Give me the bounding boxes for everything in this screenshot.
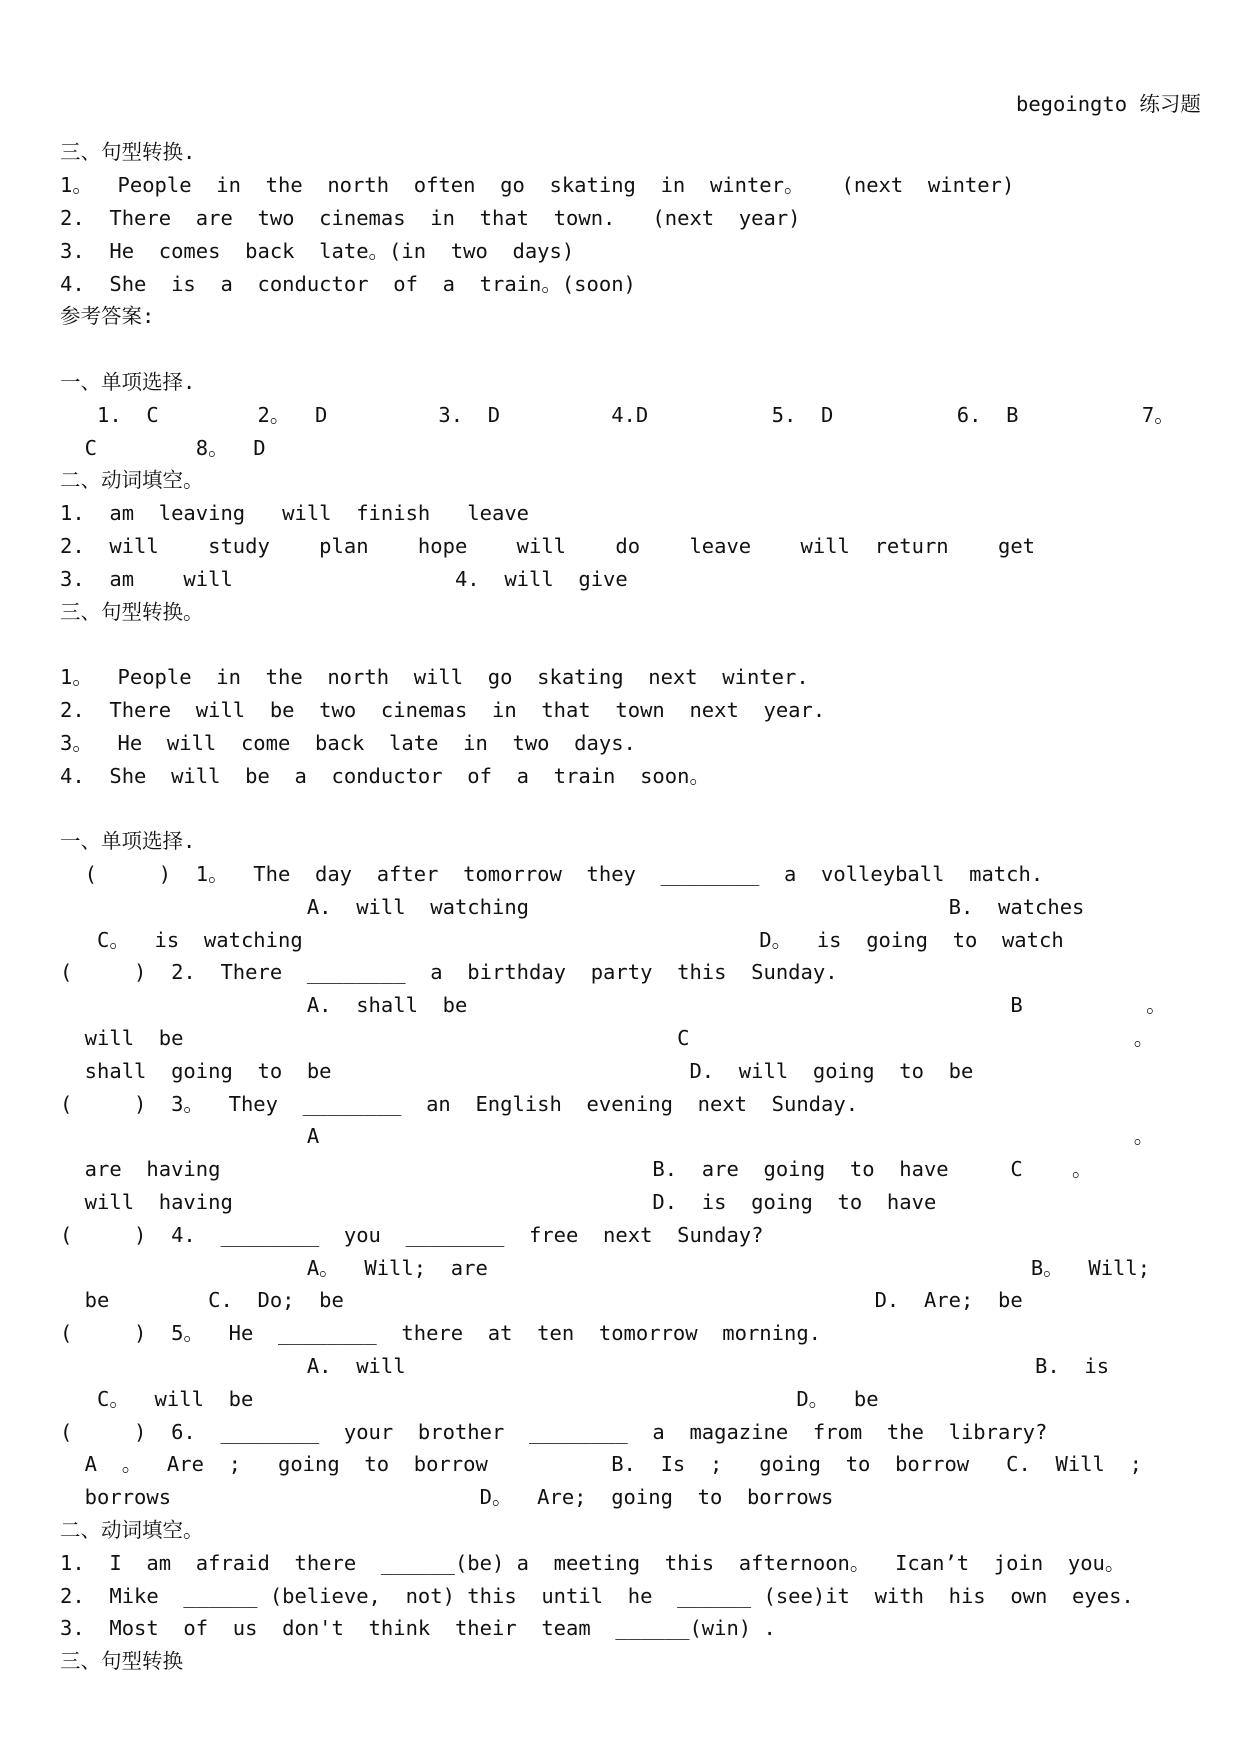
question-line: ( ) 3。 They ________ an English evening next Sunday. — [60, 1092, 859, 1116]
answer-line: C 8。 D — [60, 436, 266, 460]
exercise-line: 4. She is a conductor of a train。(soon) — [60, 272, 636, 296]
exercise-line: 2. Mike ______ (believe, not) this until he ______ (see)it with his own eyes. — [60, 1584, 1134, 1608]
option-line: be C. Do; be D. Are; be — [60, 1288, 1023, 1312]
section-heading: 三、句型转换. — [60, 140, 196, 164]
exercise-line: 3. Most of us don't think their team ______(win) . — [60, 1616, 776, 1640]
section-heading: 一、单项选择. — [60, 829, 196, 853]
option-line: will having D. is going to have — [60, 1190, 937, 1214]
section-heading: 三、句型转换。 — [60, 600, 204, 624]
option-line: C。 will be D。 be — [60, 1387, 879, 1411]
option-line: A. shall be B 。 — [60, 993, 1167, 1017]
section-heading: 一、单项选择. — [60, 370, 196, 394]
section-heading: 二、动词填空。 — [60, 468, 204, 492]
option-line: A. will watching B. watches — [60, 895, 1085, 919]
question-line: ( ) 5。 He ________ there at ten tomorrow morning. — [60, 1321, 822, 1345]
answer-line: 2. There will be two cinemas in that town next year. — [60, 698, 826, 722]
exercise-line: 3. He comes back late。(in two days) — [60, 239, 575, 263]
exercise-line: 2. There are two cinemas in that town. (next year) — [60, 206, 801, 230]
answer-line: 3. am will 4. will give — [60, 567, 628, 591]
option-line: shall going to be D. will going to be — [60, 1059, 974, 1083]
section-heading: 二、动词填空。 — [60, 1518, 204, 1542]
question-line: ( ) 6. ________ your brother ________ a magazine from the library? — [60, 1420, 1048, 1444]
answer-line: 1. C 2。 D 3. D 4.D 5. D 6. B 7。 — [60, 403, 1175, 427]
option-line: will be C 。 — [60, 1026, 1155, 1050]
exercise-line: 1。 People in the north often go skating in winter。 (next winter) — [60, 173, 1015, 197]
answer-line: 4. She will be a conductor of a train soon。 — [60, 764, 710, 788]
answers-heading: 参考答案: — [60, 304, 155, 328]
answer-line: 1。 People in the north will go skating next winter. — [60, 665, 809, 689]
exercise-line: 1. I am afraid there ______(be) a meeting this afternoon。 Ican’t join you。 — [60, 1551, 1126, 1575]
option-line: borrows D。 Are; going to borrows — [60, 1485, 834, 1509]
section-heading: 三、句型转换 — [60, 1649, 183, 1673]
question-line: ( ) 1。 The day after tomorrow they ________ a volleyball match. — [60, 862, 1044, 886]
option-line: A 。 — [60, 1124, 1155, 1148]
option-line: are having B. are going to have C 。 — [60, 1157, 1093, 1181]
answer-line: 1. am leaving will finish leave — [60, 501, 529, 525]
answer-line: 3。 He will come back late in two days. — [60, 731, 636, 755]
option-line: A 。 Are ; going to borrow B. Is ; going to borrow C. Will ; — [60, 1452, 1142, 1476]
option-line: A。 Will; are B。 Will; — [60, 1256, 1151, 1280]
option-line: A. will B. is — [60, 1354, 1110, 1378]
question-line: ( ) 4. ________ you ________ free next Sunday? — [60, 1223, 764, 1247]
option-line: C。 is watching D。 is going to watch — [60, 928, 1064, 952]
question-line: ( ) 2. There ________ a birthday party this Sunday. — [60, 960, 838, 984]
answer-line: 2. will study plan hope will do leave will return get — [60, 534, 1036, 558]
page-header-title: begoingto 练习题 — [1016, 92, 1201, 116]
